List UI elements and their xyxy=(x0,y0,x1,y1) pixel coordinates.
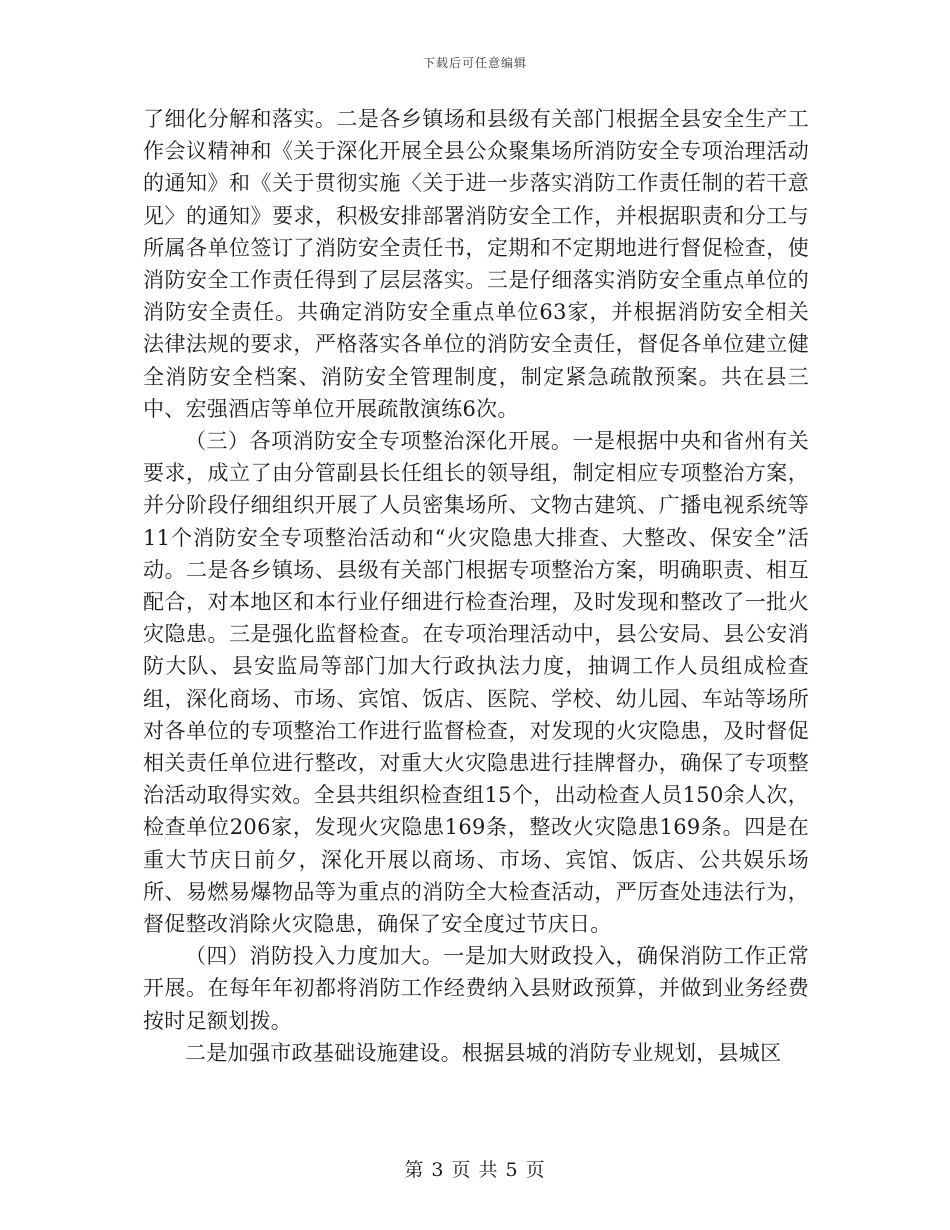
paragraph-section-4: （四）消防投入力度加大。一是加大财政投入，确保消防工作正常开展。在每年年初都将消防工作经费纳入县财政预算，并做到业务经费按时足额划拨。 xyxy=(143,944,809,1033)
page-header-note: 下载后可任意编辑 xyxy=(422,56,527,70)
page-number: 第 3 页 共 5 页 xyxy=(404,1159,546,1181)
paragraph-section-3: （三）各项消防安全专项整治深化开展。一是根据中央和省州有关要求，成立了由分管副县长任组长的领导组，制定相应专项整治方案，并分阶段仔细组织开展了人员密集场所、文物古建筑、广播电视系统等11个消防安全专项整治活动和“火灾隐患大排查、大整改、保安全”活动。二是各乡镇场、县级有关部门根据专项整治方案，明确职责、相互配合，对本地区和本行业仔细进行检查治理，及时发现和整改了一批火灾隐患。三是强化监督检查。在专项治理活动中，县公安局、县公安消防大队、县安监局等部门加大行政执法力度，抽调工作人员组成检查组，深化商场、市场、宾馆、饭店、医院、学校、幼儿园、车站等场所对各单位的专项整治工作进行监督检查，对发现的火灾隐患，及时督促相关责任单位进行整改，对重大火灾隐患进行挂牌督办，确保了专项整治活动取得实效。全县共组织检查组15个，出动检查人员150余人次，检查单位206家，发现火灾隐患169条，整改火灾隐患169条。四是在重大节庆日前夕，深化开展以商场、市场、宾馆、饭店、公共娱乐场所、易燃易爆物品等为重点的消防全大检查活动，严厉查处违法行为，督促整改消除火灾隐患，确保了安全度过节庆日。 xyxy=(143,429,809,937)
document-body xyxy=(143,103,809,1069)
paragraph-continuation: 了细化分解和落实。二是各乡镇场和县级有关部门根据全县安全生产工作会议精神和《关于深化开展全县公众聚集场所消防安全专项治理活动的通知》和《关于贯彻实施〈关于进一步落实消防工作责任制的若干意见〉的通知》要求，积极安排部署消防安全工作，并根据职责和分工与所属各单位签订了消防安全责任书，定期和不定期地进行督促检查，使消防安全工作责任得到了层层落实。三是仔细落实消防安全重点单位的消防安全责任。共确定消防安全重点单位63家，并根据消防安全相关法律法规的要求，严格落实各单位的消防安全责任，督促各单位建立健全消防安全档案、消防安全管理制度，制定紧急疏散预案。共在县三中、宏强酒店等单位开展疏散演练6次。 xyxy=(143,107,809,421)
paragraph-infrastructure: 二是加强市政基础设施建设。根据县城的消防专业规划，县城区 xyxy=(185,1040,782,1065)
